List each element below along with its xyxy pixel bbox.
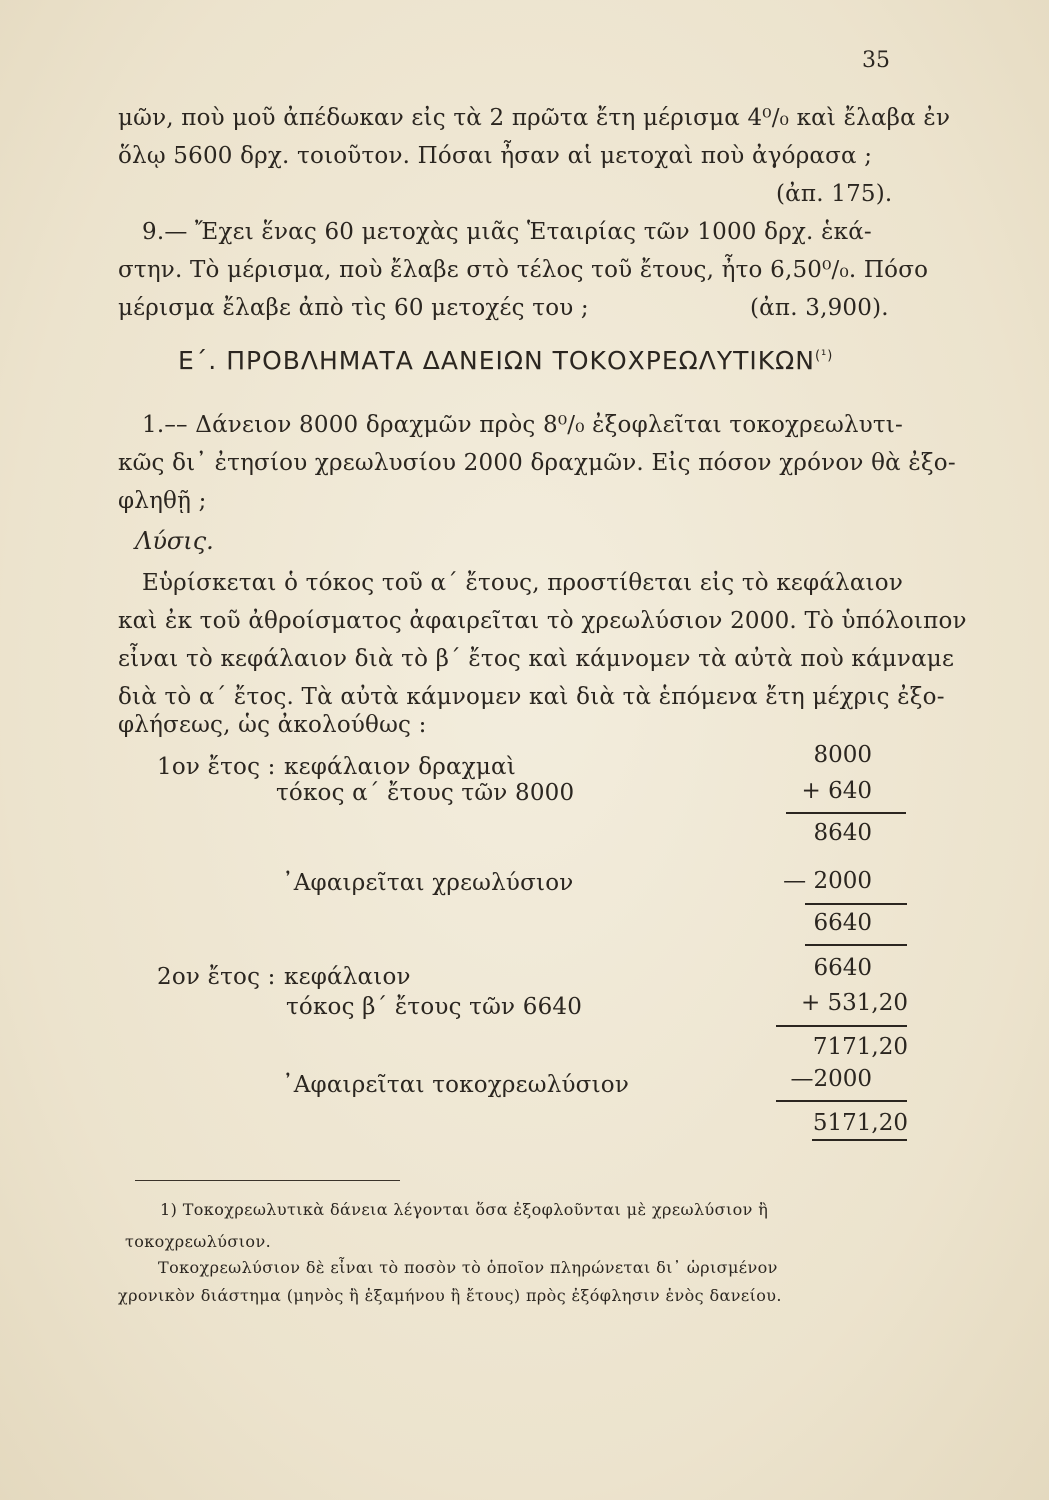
footnote-line: 1) Τοκοχρεωλυτικὰ δάνεια λέγονται ὅσα ἐξοφλοῦνται μὲ χρεωλύσιον ἢ bbox=[160, 1200, 769, 1219]
section-heading-text: Ε΄. ΠΡΟΒΛΗΜΑΤΑ ΔΑΝΕΙΩΝ ΤΟΚΟΧΡΕΩΛΥΤΙΚΩΝ bbox=[178, 346, 815, 375]
footnote-marker: (¹) bbox=[814, 348, 834, 364]
page-number: 35 bbox=[862, 48, 890, 73]
year-label: 1ον ἔτος : bbox=[157, 754, 276, 780]
solution-line: φλήσεως, ὡς ἀκολούθως : bbox=[118, 712, 427, 738]
calc-value: 5171,20 bbox=[812, 1110, 908, 1136]
text-line: 9.— Ἔχει ἕνας 60 μετοχὰς μιᾶς Ἑταιρίας τῶν 1000 δρχ. ἑκά- bbox=[142, 219, 872, 245]
calc-value: 8000 bbox=[813, 742, 872, 768]
calc-value: + 531,20 bbox=[800, 990, 908, 1016]
calc-value: 6640 bbox=[813, 955, 872, 981]
sum-rule bbox=[786, 812, 906, 814]
solution-line: εἶναι τὸ κεφάλαιον διὰ τὸ β΄ ἔτος καὶ κάμνομεν τὰ αὐτὰ ποὺ κάμναμε bbox=[118, 646, 955, 672]
problem-line: φληθῇ ; bbox=[118, 488, 207, 514]
solution-label: Λύσις. bbox=[135, 527, 214, 555]
calc-value: 8640 bbox=[813, 820, 872, 846]
calc-label: κεφάλαιον δραχμαὶ bbox=[284, 754, 516, 780]
solution-line: διὰ τὸ α΄ ἔτος. Τὰ αὐτὰ κάμνομεν καὶ διὰ τὰ ἑπόμενα ἔτη μέχρις ἐξο- bbox=[118, 684, 945, 710]
problem-line: κῶς δι᾽ ἐτησίου χρεωλυσίου 2000 δραχμῶν. Εἰς πόσον χρόνον θὰ ἐξο- bbox=[118, 450, 956, 476]
sum-rule bbox=[805, 903, 907, 905]
calc-label: κεφάλαιον bbox=[284, 964, 411, 990]
answer-text: (ἀπ. 3,900). bbox=[750, 295, 889, 321]
sum-rule bbox=[812, 1139, 907, 1141]
calc-label: ᾽Αφαιρεῖται χρεωλύσιον bbox=[282, 870, 574, 896]
text-line: στην. Τὸ μέρισμα, ποὺ ἔλαβε στὸ τέλος τοῦ ἔτους, ἦτο 6,50⁰/₀. Πόσο bbox=[118, 257, 929, 283]
calc-value: —2000 bbox=[790, 1066, 872, 1092]
calc-value: + 640 bbox=[801, 778, 872, 804]
text-line: ὅλῳ 5600 δρχ. τοιοῦτον. Πόσαι ἦσαν αἱ μετοχαὶ ποὺ ἀγόρασα ; bbox=[118, 143, 873, 169]
section-heading bbox=[178, 346, 833, 375]
solution-line: καὶ ἐκ τοῦ ἀθροίσματος ἀφαιρεῖται τὸ χρεωλύσιον 2000. Τὸ ὑπόλοιπον bbox=[118, 608, 967, 634]
text-line: μῶν, ποὺ μοῦ ἀπέδωκαν εἰς τὰ 2 πρῶτα ἔτη μέρισμα 4⁰/₀ καὶ ἔλαβα ἐν bbox=[118, 105, 951, 131]
answer-text: (ἀπ. 175). bbox=[776, 181, 893, 207]
calc-value: — 2000 bbox=[783, 868, 872, 894]
calc-label: ᾽Αφαιρεῖται τοκοχρεωλύσιον bbox=[282, 1072, 630, 1098]
calc-label: τόκος β΄ ἔτους τῶν 6640 bbox=[286, 994, 583, 1020]
calc-value: 7171,20 bbox=[812, 1034, 908, 1060]
footnote-line: χρονικὸν διάστημα (μηνὸς ἢ ἑξαμήνου ἢ ἔτους) πρὸς ἐξόφλησιν ἑνὸς δανείου. bbox=[118, 1286, 782, 1305]
sum-rule bbox=[776, 1025, 907, 1027]
sum-rule bbox=[805, 944, 907, 946]
calc-label: τόκος α΄ ἔτους τῶν 8000 bbox=[276, 780, 575, 806]
text-line: μέρισμα ἔλαβε ἀπὸ τὶς 60 μετοχές του ; bbox=[118, 295, 589, 321]
footnote-separator bbox=[135, 1180, 400, 1181]
solution-line: Εὑρίσκεται ὁ τόκος τοῦ α΄ ἔτους, προστίθεται εἰς τὸ κεφάλαιον bbox=[142, 570, 904, 596]
footnote-line: τοκοχρεωλύσιον. bbox=[125, 1232, 272, 1251]
calc-value: 6640 bbox=[813, 910, 872, 936]
footnote-line: Τοκοχρεωλύσιον δὲ εἶναι τὸ ποσὸν τὸ ὁποῖον πληρώνεται δι᾽ ὡρισμένον bbox=[158, 1258, 778, 1277]
year-label: 2ον ἔτος : bbox=[157, 964, 276, 990]
problem-line: 1.–– Δάνειον 8000 δραχμῶν πρὸς 8⁰/₀ ἐξοφλεῖται τοκοχρεωλυτι- bbox=[142, 412, 903, 438]
sum-rule bbox=[776, 1100, 907, 1102]
